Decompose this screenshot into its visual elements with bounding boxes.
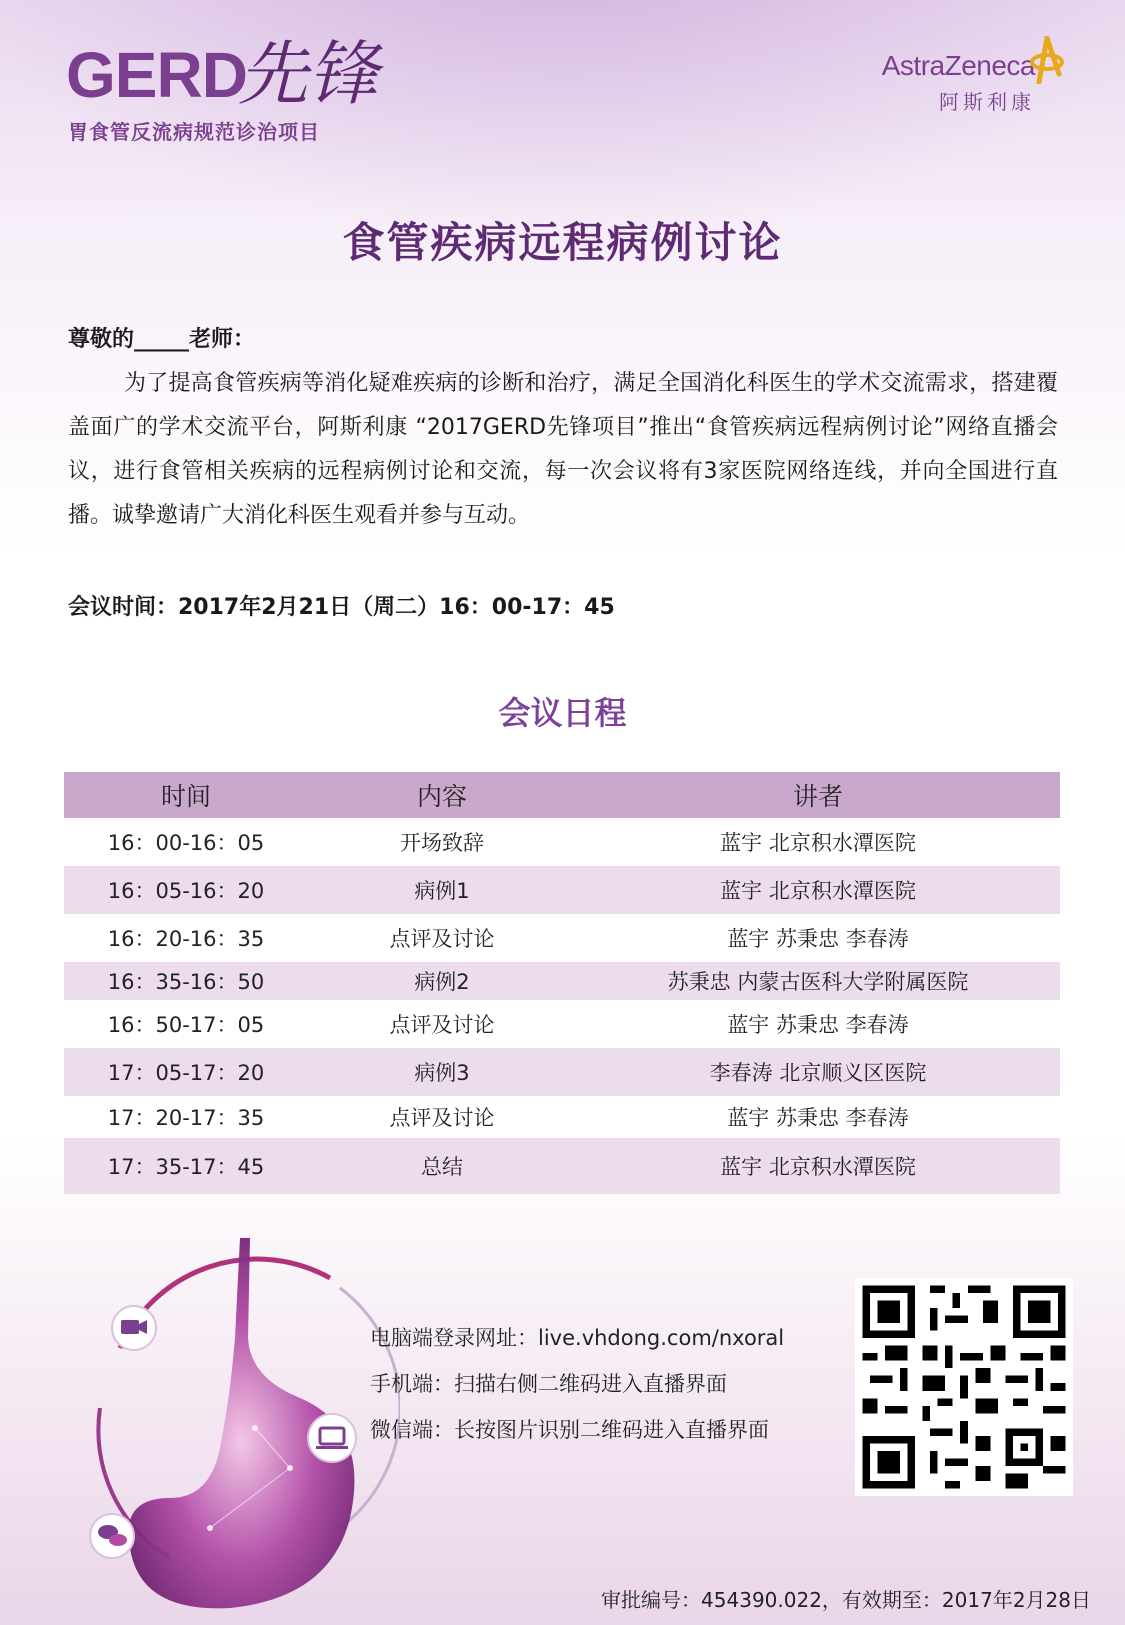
agenda-time: 17：20-17：35 [64, 1096, 308, 1138]
agenda-speaker: 蓝宇 北京积水潭医院 [576, 1138, 1060, 1194]
table-row [64, 1048, 1060, 1096]
agenda-header-row [64, 772, 1060, 818]
access-instructions [370, 1315, 784, 1453]
table-row [64, 1096, 1060, 1138]
table-row [64, 962, 1060, 1000]
agenda-time: 17：05-17：20 [64, 1048, 308, 1096]
qr-code[interactable] [855, 1278, 1073, 1496]
agenda-speaker: 李春涛 北京顺义区医院 [576, 1048, 1060, 1096]
table-row [64, 866, 1060, 914]
gerd-logo-text: GERD [66, 39, 247, 111]
agenda-content: 点评及讨论 [308, 1000, 576, 1048]
agenda-content: 点评及讨论 [308, 914, 576, 962]
agenda-content: 病例1 [308, 866, 576, 914]
astrazeneca-chinese-name: 阿斯利康 [939, 90, 1035, 114]
agenda-table [64, 772, 1060, 1194]
agenda-speaker: 蓝宇 苏秉忠 李春涛 [576, 1000, 1060, 1048]
agenda-time: 16：20-16：35 [64, 914, 308, 962]
agenda-header-speaker: 讲者 [576, 772, 1060, 818]
gerd-logo-subtitle: 胃食管反流病规范诊治项目 [68, 120, 320, 144]
agenda-time: 16：05-16：20 [64, 866, 308, 914]
pc-access-url[interactable]: 电脑端登录网址：live.vhdong.com/nxoral [370, 1326, 785, 1350]
agenda-speaker: 苏秉忠 内蒙古医科大学附属医院 [576, 962, 1060, 1000]
table-row [64, 818, 1060, 866]
greeting: 尊敬的_____老师： [68, 327, 256, 352]
agenda-time: 16：35-16：50 [64, 962, 308, 1000]
stomach-illustration [80, 1228, 400, 1625]
agenda-content: 总结 [308, 1138, 576, 1194]
meeting-time: 会议时间：2017年2月21日（周二）16：00-17：45 [68, 595, 615, 620]
agenda-content: 病例3 [308, 1048, 576, 1096]
agenda-content: 点评及讨论 [308, 1096, 576, 1138]
laptop-icon [308, 1414, 356, 1462]
agenda-time: 17：35-17：45 [64, 1138, 308, 1194]
astrazeneca-mark-icon [1029, 36, 1065, 84]
agenda-title: 会议日程 [498, 694, 627, 732]
intro-paragraph: 为了提高食管疾病等消化疑难疾病的诊断和治疗，满足全国消化科医生的学术交流需求，搭建覆盖面广的学术交流平台，阿斯利康 “2017GERD先锋项目”推出“食管疾病远程病例讨论”网络直播会议，进行食管相关疾病的远程病例讨论和交流，每一次会议将有3家医院网络连线，并向全国进行直播。诚挚邀请广大消化科医生观看并参与互动。 [68, 371, 1058, 528]
agenda-speaker: 蓝宇 北京积水潭医院 [576, 818, 1060, 866]
video-camera-icon [112, 1306, 156, 1350]
agenda-content: 病例2 [308, 962, 576, 1000]
page-title: 食管疾病远程病例讨论 [342, 218, 783, 267]
gerd-logo-chinese: 先锋 [238, 33, 378, 115]
mobile-access: 手机端：扫描右侧二维码进入直播界面 [370, 1372, 727, 1396]
agenda-time: 16：00-16：05 [64, 818, 308, 866]
approval-number: 审批编号：454390.022，有效期至：2017年2月28日 [601, 1588, 1091, 1612]
table-row [64, 1000, 1060, 1048]
agenda-header-time: 时间 [64, 772, 308, 818]
agenda-speaker: 蓝宇 北京积水潭医院 [576, 866, 1060, 914]
gerd-pioneer-logo [66, 33, 386, 160]
agenda-speaker: 蓝宇 苏秉忠 李春涛 [576, 914, 1060, 962]
table-row [64, 914, 1060, 962]
agenda-content: 开场致辞 [308, 818, 576, 866]
astrazeneca-name: AstraZeneca [881, 50, 1035, 81]
agenda-header-content: 内容 [308, 772, 576, 818]
astrazeneca-logo [855, 44, 1065, 114]
table-row [64, 1138, 1060, 1194]
wechat-access: 微信端：长按图片识别二维码进入直播界面 [370, 1418, 769, 1442]
agenda-time: 16：50-17：05 [64, 1000, 308, 1048]
agenda-speaker: 蓝宇 苏秉忠 李春涛 [576, 1096, 1060, 1138]
chat-bubble-icon [90, 1514, 134, 1558]
